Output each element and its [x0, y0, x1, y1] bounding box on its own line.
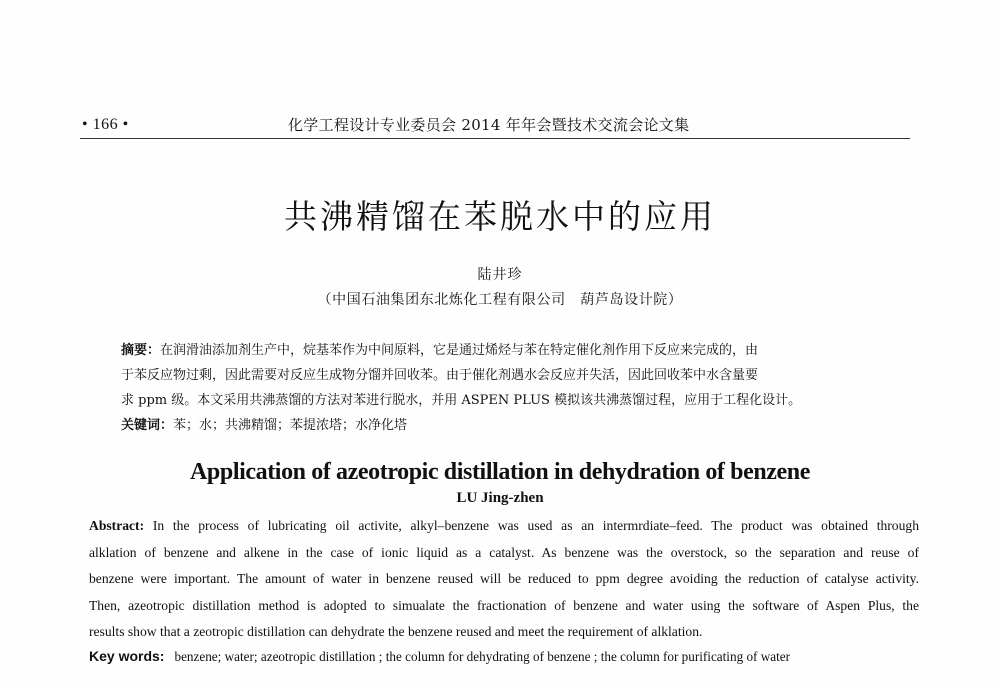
chinese-keywords-label: 关键词： — [121, 418, 174, 433]
chinese-author: 陆井珍 — [477, 267, 523, 283]
english-author: LU Jing-zhen — [456, 490, 544, 506]
english-abstract-line: Then, azeotropic distillation method is adopted to simualate the fractionation of benzene and water using the software of Aspen Plus, the — [89, 597, 919, 613]
chinese-abstract-label: 摘要： — [121, 343, 161, 358]
chinese-title: 共沸精馏在苯脱水中的应用 — [284, 197, 716, 236]
chinese-keywords-text: 苯；水；共沸精馏；苯提浓塔；水净化塔 — [173, 418, 408, 433]
header-rule — [80, 138, 910, 139]
english-abstract-line: benzene were important. The amount of water in benzene reused will be reduced to ppm degree avoiding the reduction of catalyse activity. — [89, 571, 919, 587]
journal-title: 化学工程设计专业委员会 2014 年年会暨技术交流会论文集 — [288, 116, 690, 134]
chinese-abstract-text: 在润滑油添加剂生产中，烷基苯作为中间原料，它是通过烯烃与苯在特定催化剂作用下反应来完成的，由 — [160, 343, 759, 358]
chinese-abstract — [121, 338, 889, 438]
english-abstract-line: alklation of benzene and alkene in the case of ionic liquid as a catalyst. As benzene was the overstock, so the separation and reuse of — [89, 544, 919, 560]
english-title: Application of azeotropic distillation in dehydration of benzene — [190, 459, 810, 485]
english-abstract-label: Abstract: — [89, 518, 145, 533]
running-header — [80, 114, 920, 138]
chinese-abstract-line: 于苯反应物过剩，因此需要对反应生成物分馏并回收苯。由于催化剂遇水会反应并失活，因此回收苯中水含量要 — [121, 368, 759, 383]
page-number: • 166 • — [82, 116, 129, 133]
chinese-affiliation: （中国石油集团东北炼化工程有限公司 葫芦岛设计院） — [317, 292, 683, 308]
truncated-text-line — [400, 679, 930, 685]
english-keywords-label: Key words: — [89, 648, 165, 664]
chinese-keywords — [121, 413, 889, 438]
english-keywords — [89, 648, 919, 665]
english-abstract — [89, 513, 919, 646]
english-abstract-line: results show that a zeotropic distillation can dehydrate the benzene reused and meet the requirement of alklation. — [89, 624, 703, 640]
english-keywords-text: benzene; water; azeotropic distillation ; the column for dehydrating of benzene ; the column for purificating of water — [174, 649, 791, 664]
chinese-abstract-line — [121, 338, 889, 363]
english-abstract-line — [89, 513, 919, 540]
chinese-abstract-line: 求 ppm 级。本文采用共沸蒸馏的方法对苯进行脱水，并用 ASPEN PLUS 模拟该共沸蒸馏过程，应用于工程化设计。 — [121, 393, 802, 408]
english-abstract-text: In the process of lubricating oil activite, alkyl–benzene was used as an intermrdiate–feed. The product was obtained through — [152, 518, 919, 533]
